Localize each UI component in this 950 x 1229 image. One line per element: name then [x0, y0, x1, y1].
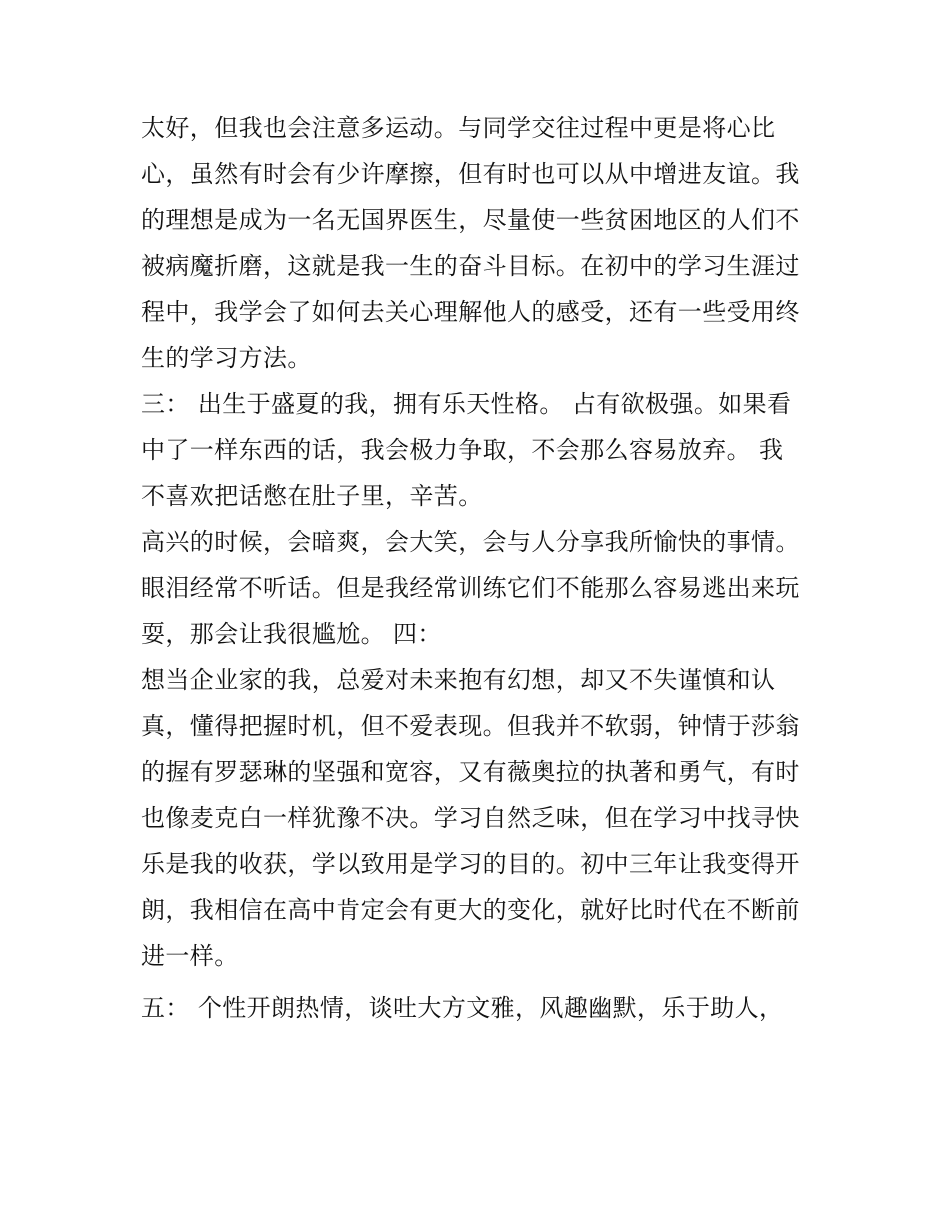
text-line: 朗，我相信在高中肯定会有更大的变化，就好比时代在不断前 — [141, 896, 800, 924]
text-line: 想当企业家的我，总爱对未来抱有幻想，却又不失谨慎和认 — [141, 666, 776, 694]
text-line: 被病魔折磨，这就是我一生的奋斗目标。在初中的学习生涯过 — [141, 252, 800, 280]
section-three-line: 三： 出生于盛夏的我，拥有乐天性格。 占有欲极强。如果看 — [141, 390, 792, 418]
text-line: 不喜欢把话憋在肚子里，辛苦。 — [141, 482, 483, 510]
text-line: 高兴的时候，会暗爽，会大笑，会与人分享我所愉快的事情。 — [141, 528, 800, 556]
text-line: 心，虽然有时会有少许摩擦，但有时也可以从中增进友谊。我 — [141, 160, 800, 188]
text-line: 乐是我的收获，学以致用是学习的目的。初中三年让我变得开 — [141, 850, 800, 878]
text-line: 的理想是成为一名无国界医生，尽量使一些贫困地区的人们不 — [141, 206, 800, 234]
text-line: 也像麦克白一样犹豫不决。学习自然乏味，但在学习中找寻快 — [141, 804, 800, 832]
body-text — [141, 105, 821, 1031]
text-line: 中了一样东西的话，我会极力争取，不会那么容易放弃。 我 — [141, 436, 784, 464]
text-line: 程中，我学会了如何去关心理解他人的感受，还有一些受用终 — [141, 298, 800, 326]
text-line: 进一样。 — [141, 942, 239, 970]
text-line: 眼泪经常不听话。但是我经常训练它们不能那么容易逃出来玩 — [141, 574, 800, 602]
text-line: 生的学习方法。 — [141, 344, 312, 372]
section-four-line: 耍，那会让我很尴尬。 四： — [141, 620, 442, 648]
section-five-line: 五： 个性开朗热情，谈吐大方文雅，风趣幽默，乐于助人， — [141, 994, 784, 1022]
text-line: 真，懂得把握时机，但不爱表现。但我并不软弱，钟情于莎翁 — [141, 712, 800, 740]
text-line: 的握有罗瑟琳的坚强和宽容，又有薇奥拉的执著和勇气，有时 — [141, 758, 800, 786]
text-line: 太好，但我也会注意多运动。与同学交往过程中更是将心比 — [141, 114, 776, 142]
